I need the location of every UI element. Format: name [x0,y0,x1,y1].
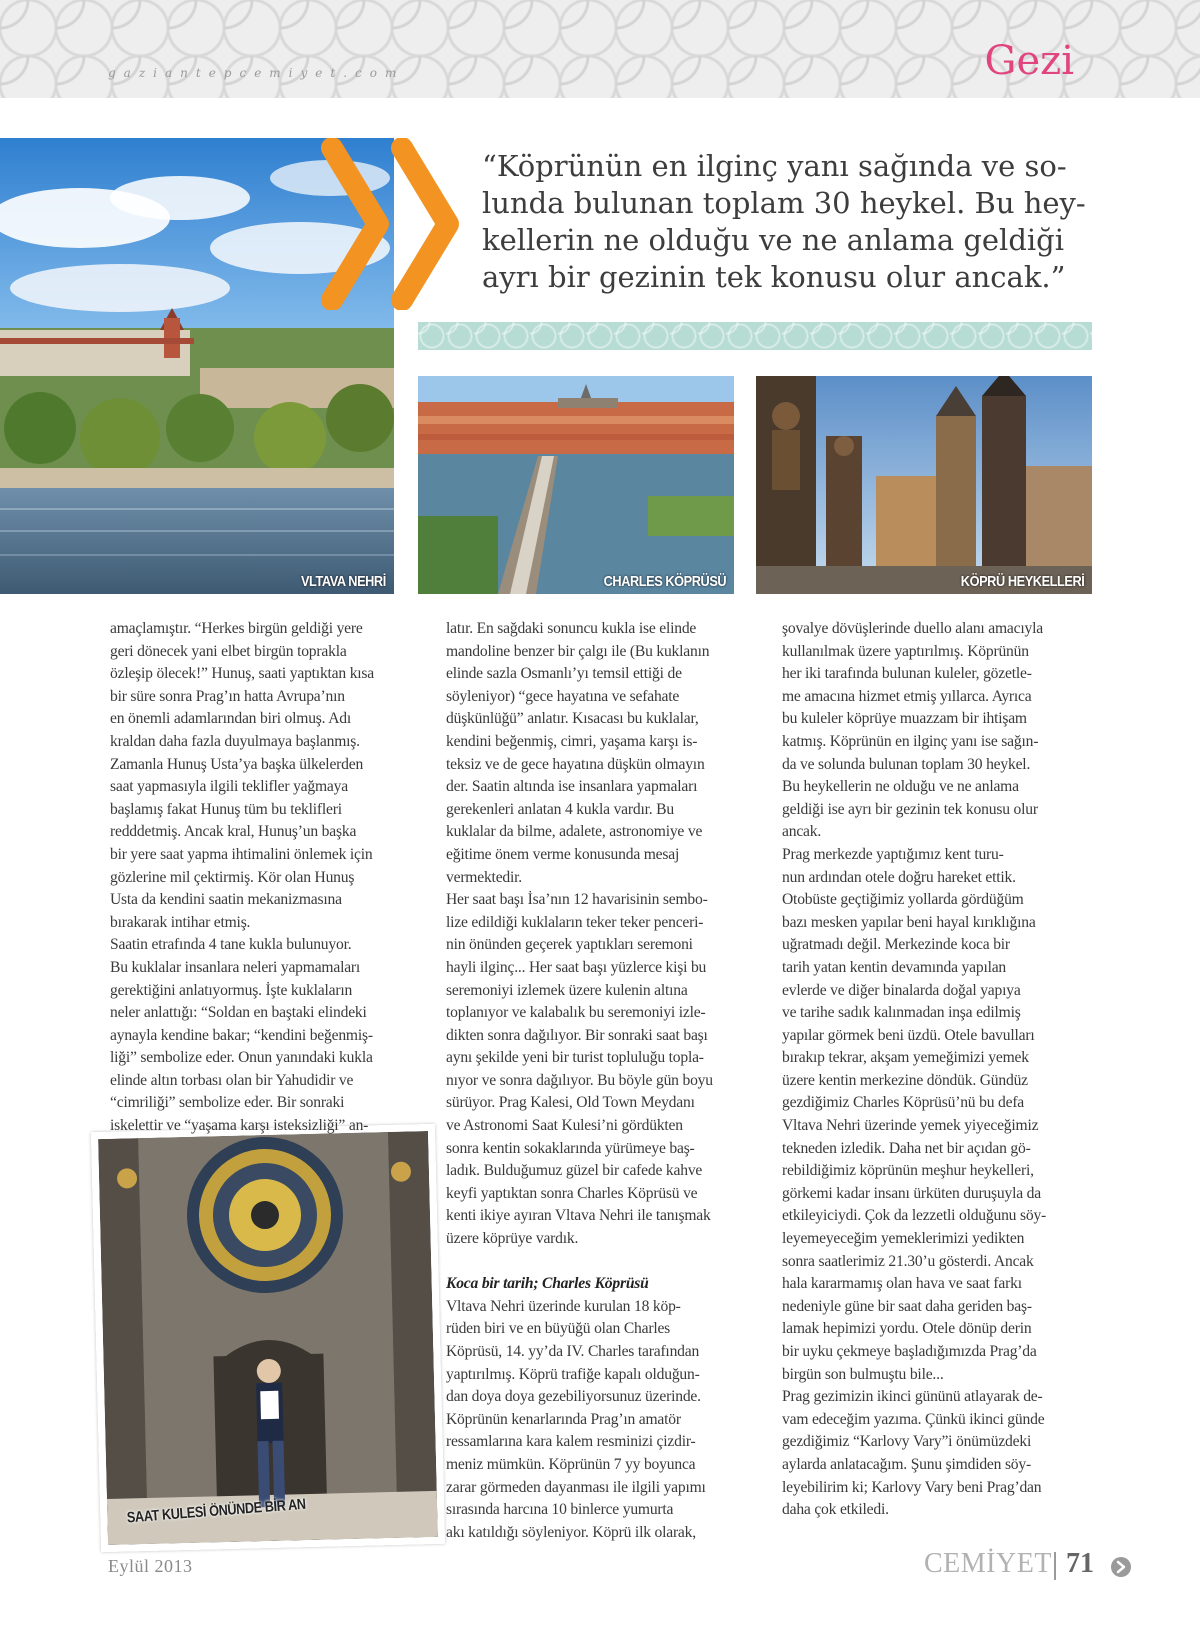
caption-statues: KÖPRÜ HEYKELLERİ [960,573,1084,590]
text-line: görkemi kadar insanı ürküten duruşuyla da [782,1184,1041,1202]
pull-quote [482,148,1086,296]
text-line: Prag gezimizin ikinci gününü atlayarak de- [782,1388,1043,1406]
text-line: ladık. Bulduğumuz güzel bir cafede kahve [446,1162,703,1180]
text-line: leyebilirim ki; Karlovy Vary beni Prag’dan [782,1478,1042,1496]
text-line: nin önünden geçerek yaptıkları seremoni [446,936,693,954]
text-line: sonra kentin sokaklarında yürümeye baş- [446,1139,695,1157]
site-url: gaziantepcemiyet.com [108,66,405,80]
text-line: elinde altın torbası olan bir Yahudidir ve [110,1071,354,1089]
text-line: latır. En sağdaki sonuncu kukla ise elinde [446,620,697,637]
text-line: Prag merkezde yaptığımız kent turu- [782,845,1004,863]
text-line: Usta da kendini saatin mekanizmasına [110,891,342,909]
text-line: etkileyiciydi. Çok da lezzetli olduğunu söy- [782,1207,1047,1225]
text-line: meniz mümkün. Köprünün 7 yy boyunca [446,1455,696,1473]
text-line: geldiği ise ayrı bir gezinin tek konusu olur [782,800,1038,818]
text-line: bir yere saat yapma ihtimalini önlemek için [110,845,373,863]
text-line: ressamlarına kara kalem resminizi çizdir- [446,1433,696,1451]
text-line: daha çok etkiledi. [782,1501,889,1519]
text-line: yapılar görmek beni üzdü. Otele bavulları [782,1026,1035,1044]
pull-quote-line: “Köprünün en ilginç yanı sağında ve so- [482,149,1067,183]
article-column-3 [782,618,1092,1522]
text-line: zarar görmeden dayanması ile ilgili yapımı [446,1478,706,1496]
text-line: tekneden izledik. Daha net bir açıdan gö- [782,1139,1031,1157]
text-line: nıyor ve sonra dağılıyor. Bu böyle gün boyu [446,1071,713,1089]
text-line: “cimriliği” sembolize eder. Bir sonraki [110,1094,345,1112]
text-line: bir süre sonra Prag’ın hatta Avrupa’nın [110,687,345,705]
text-line: Saatin etrafında 4 tane kukla bulunuyor. [110,936,352,954]
text-line: gezdiğimiz Charles Köprüsü’nü bu defa [782,1094,1025,1112]
text-line: aynayla kendine bakar; “kendini beğenmiş- [110,1026,373,1044]
text-line: tarih yatan kentin devamında yapılan [782,958,1007,976]
text-line: aynı şekilde yeni bir turist topluluğu topla- [446,1049,704,1067]
text-line: Zamanla Hunuş Usta’ya başka ülkelerden [110,755,364,773]
text-line: elinde sazla Osmanlı’yı temsil ettiği de [446,665,682,683]
text-line: söyleniyor) “gece hayatına ve sefahate [446,687,680,705]
text-line: akı katıldığı söyleniyor. Köprü ilk olarak, [446,1523,696,1541]
text-line: nun ardından otele doğru hareket ettik. [782,868,1016,886]
text-line: özleşip ölecek!” Hunuş, saati yaptıktan kısa [110,665,375,683]
text-line: teksiz ve de gece hayatına düşkün olmayın [446,755,705,773]
text-line: lamak hepimizi yordu. Otele dönüp derin [782,1320,1032,1338]
text-line: me amacına hizmet etmiş yıllarca. Ayrıca [782,687,1032,705]
text-line: vam edeceğim yazıma. Çünkü ikinci günde [782,1410,1045,1428]
text-line: nedeniyle güne bir saat daha geriden baş- [782,1297,1032,1315]
text-line: kuklalar da bilme, adalete, astronomiye ve [446,823,703,841]
text-line: sonra saatlerimiz 21.30’u gösterdi. Ancak [782,1252,1034,1270]
text-line: Vltava Nehri üzerinde kurulan 18 köp- [446,1297,681,1315]
caption-charles: CHARLES KÖPRÜSÜ [603,573,726,590]
text-line: Otobüste geçtiğimiz yollarda gördüğüm [782,891,1024,909]
page-number: 71 [1066,1548,1094,1579]
text-line: bırakıp tekrar, akşam yemeğimizi yemek [782,1049,1029,1067]
text-line: kenti ikiye ayıran Vltava Nehri ile tanışmak [446,1207,711,1225]
text-line: toplanıyor ve kalabalık bu seremoniyi izle- [446,1004,706,1022]
text-line: dikten sonra dağılıyor. Bir sonraki saat başı [446,1026,708,1044]
text-line: ve tarihe sadık kalınmadan inşa edilmiş [782,1004,1021,1022]
text-line: Köprünün kenarlarında Prag’ın amatör [446,1410,681,1428]
text-line: seremoniyi izlemek üzere kulenin altına [446,981,688,999]
text-line: uğratmadı değil. Merkezinde koca bir [782,936,1010,954]
text-line: Köprüsü, 14. yy’da IV. Charles tarafından [446,1343,700,1360]
text-line: başlamış fakat Hunuş tüm bu teklifleri [110,800,342,818]
text-line: rebildiğimiz köprünün meşhur heykelleri, [782,1162,1034,1180]
caption-clock: SAAT KULESİ ÖNÜNDE BİR AN [126,1495,307,1527]
charles-bridge-photo [418,376,734,594]
text-line: kraldan daha fazla duyulmaya başlanmış. [110,732,360,750]
text-line: kendini beğenmiş, cimri, yaşama karşı is- [446,732,698,750]
section-title: Gezi [984,38,1074,84]
text-line: hayli ilginç... Her saat başı yüzlerce kişi bu [446,958,707,976]
article-column-1 [110,618,420,1138]
text-line: sürüyor. Prag Kalesi, Old Town Meydanı [446,1094,695,1112]
text-line: leyemeyeceğim yemeklerimizi yedikten [782,1230,1025,1248]
text-line: bazı mesken yapılar beni hayal kırıklığına [782,913,1036,931]
article-column-2 [446,618,756,1544]
text-line: iskelettir ve “yaşama karşı isteksizliği” an- [110,1117,369,1135]
text-line: lize edildiği kuklaların teker teker penceri- [446,913,704,931]
text-line: Vltava Nehri üzerinde yemek yiyeceğimiz [782,1117,1039,1135]
text-line: her iki tarafında bulunan kuleler, gözetle- [782,665,1032,683]
text-line: kullanılmak üzere yaptırılmış. Köprünün [782,642,1029,660]
text-line: Bu heykellerin ne olduğu ve ne anlama [782,778,1019,796]
clock-tower-photo [91,1124,445,1552]
text-line: der. Saatin altında ise insanlara yapmaları [446,778,698,796]
text-line: hala kararmamış olan hava ve saat farkı [782,1275,1022,1293]
text-line: düşkünlüğü” anlatır. Kısacası bu kuklalar, [446,710,699,728]
pull-quote-line: kellerin ne olduğu ve ne anlama geldiği [482,223,1065,257]
header-band [0,0,1200,98]
text-line: aylarda anlatacağım. Şunu şimdiden söy- [782,1455,1031,1473]
text-line: Her saat başı İsa’nın 12 havarisinin sembo- [446,891,708,909]
text-line: dan doya doya gezebiliyorsunuz üzerinde. [446,1388,701,1406]
text-line: saat yapmasıyla ilgili teklifler yağmaya [110,778,348,796]
pull-quote-line: lunda bulunan toplam 30 heykel. Bu hey- [482,186,1086,220]
text-line: neler anlattığı: “Soldan en baştaki elindeki [110,1004,367,1022]
next-page-arrow-icon[interactable] [1110,1556,1132,1578]
bridge-statues-photo [756,376,1092,594]
magazine-name: CEMİYET [924,1548,1052,1579]
text-line: gözlerine mil çektirmiş. Kör olan Hunuş [110,868,355,886]
caption-vltava: VLTAVA NEHRİ [301,573,386,590]
text-line: en önemli adamlarından biri olmuş. Adı [110,710,351,728]
text-line: geri dönecek yani elbet birgün toprakla [110,642,347,660]
text-line: liği” sembolize eder. Onun yanındaki kukla [110,1049,373,1067]
text-line: gerektiğini anlatıyormuş. İşte kuklaların [110,981,353,999]
footer-divider [1054,1552,1056,1580]
text-line: üzere kentin merkezine döndük. Gündüz [782,1071,1028,1089]
text-line: rüden biri ve en büyüğü olan Charles [446,1320,671,1338]
text-line: da ve solunda bulunan toplam 30 heykel. [782,755,1031,773]
text-line: birgün son bulmuştu bile... [782,1365,944,1383]
text-line: amaçlamıştır. “Herkes birgün geldiği yere [110,620,363,637]
text-line: gezdiğimiz “Karlovy Vary”i önümüzdeki [782,1433,1032,1451]
paragraph-gap [446,1251,756,1274]
text-line: keyfi yaptıktan sonra Charles Köprüsü ve [446,1184,698,1202]
text-line: şovalye dövüşlerinde duello alanı amacıyla [782,620,1043,637]
subheading: Koca bir tarih; Charles Köprüsü [446,1275,649,1293]
pull-quote-line: ayrı bir gezinin tek konusu olur ancak.” [482,260,1066,294]
text-line: gerekenleri anlatan 4 kukla vardır. Bu [446,800,674,818]
text-line: katmış. Köprünün en ilginç yanı ise sağın- [782,732,1039,750]
text-line: vermektedir. [446,868,522,886]
text-line: ve Astronomi Saat Kulesi’ni gördükten [446,1117,683,1135]
text-line: bırakarak intihar etmiş. [110,913,251,931]
text-line: yaptırılmış. Köprü trafiğe kapalı olduğun- [446,1365,700,1383]
issue-date: Eylül 2013 [108,1556,193,1576]
text-line: ancak. [782,823,822,841]
text-line: mandoline benzer bir çalgı ile (Bu kuklanın [446,642,710,660]
text-line: üzere köprüye vardık. [446,1230,579,1248]
decorative-pattern-band [418,322,1092,350]
text-line: Bu kuklalar insanlara neleri yapmamaları [110,958,361,976]
text-line: eğitime önem verme konusunda mesaj [446,845,680,863]
text-line: bir uyku çekmeye başladığımızda Prag’da [782,1343,1037,1360]
text-line: redddetmiş. Ancak kral, Hunuş’un başka [110,823,357,841]
text-line: bu kuleler köprüye muazzam bir ihtişam [782,710,1027,728]
text-line: sırasında harcına 10 binlerce yumurta [446,1501,674,1519]
text-line: evlerde ve diğer binalarda doğal yapıya [782,981,1021,999]
chevron-quote-icon [318,138,468,310]
